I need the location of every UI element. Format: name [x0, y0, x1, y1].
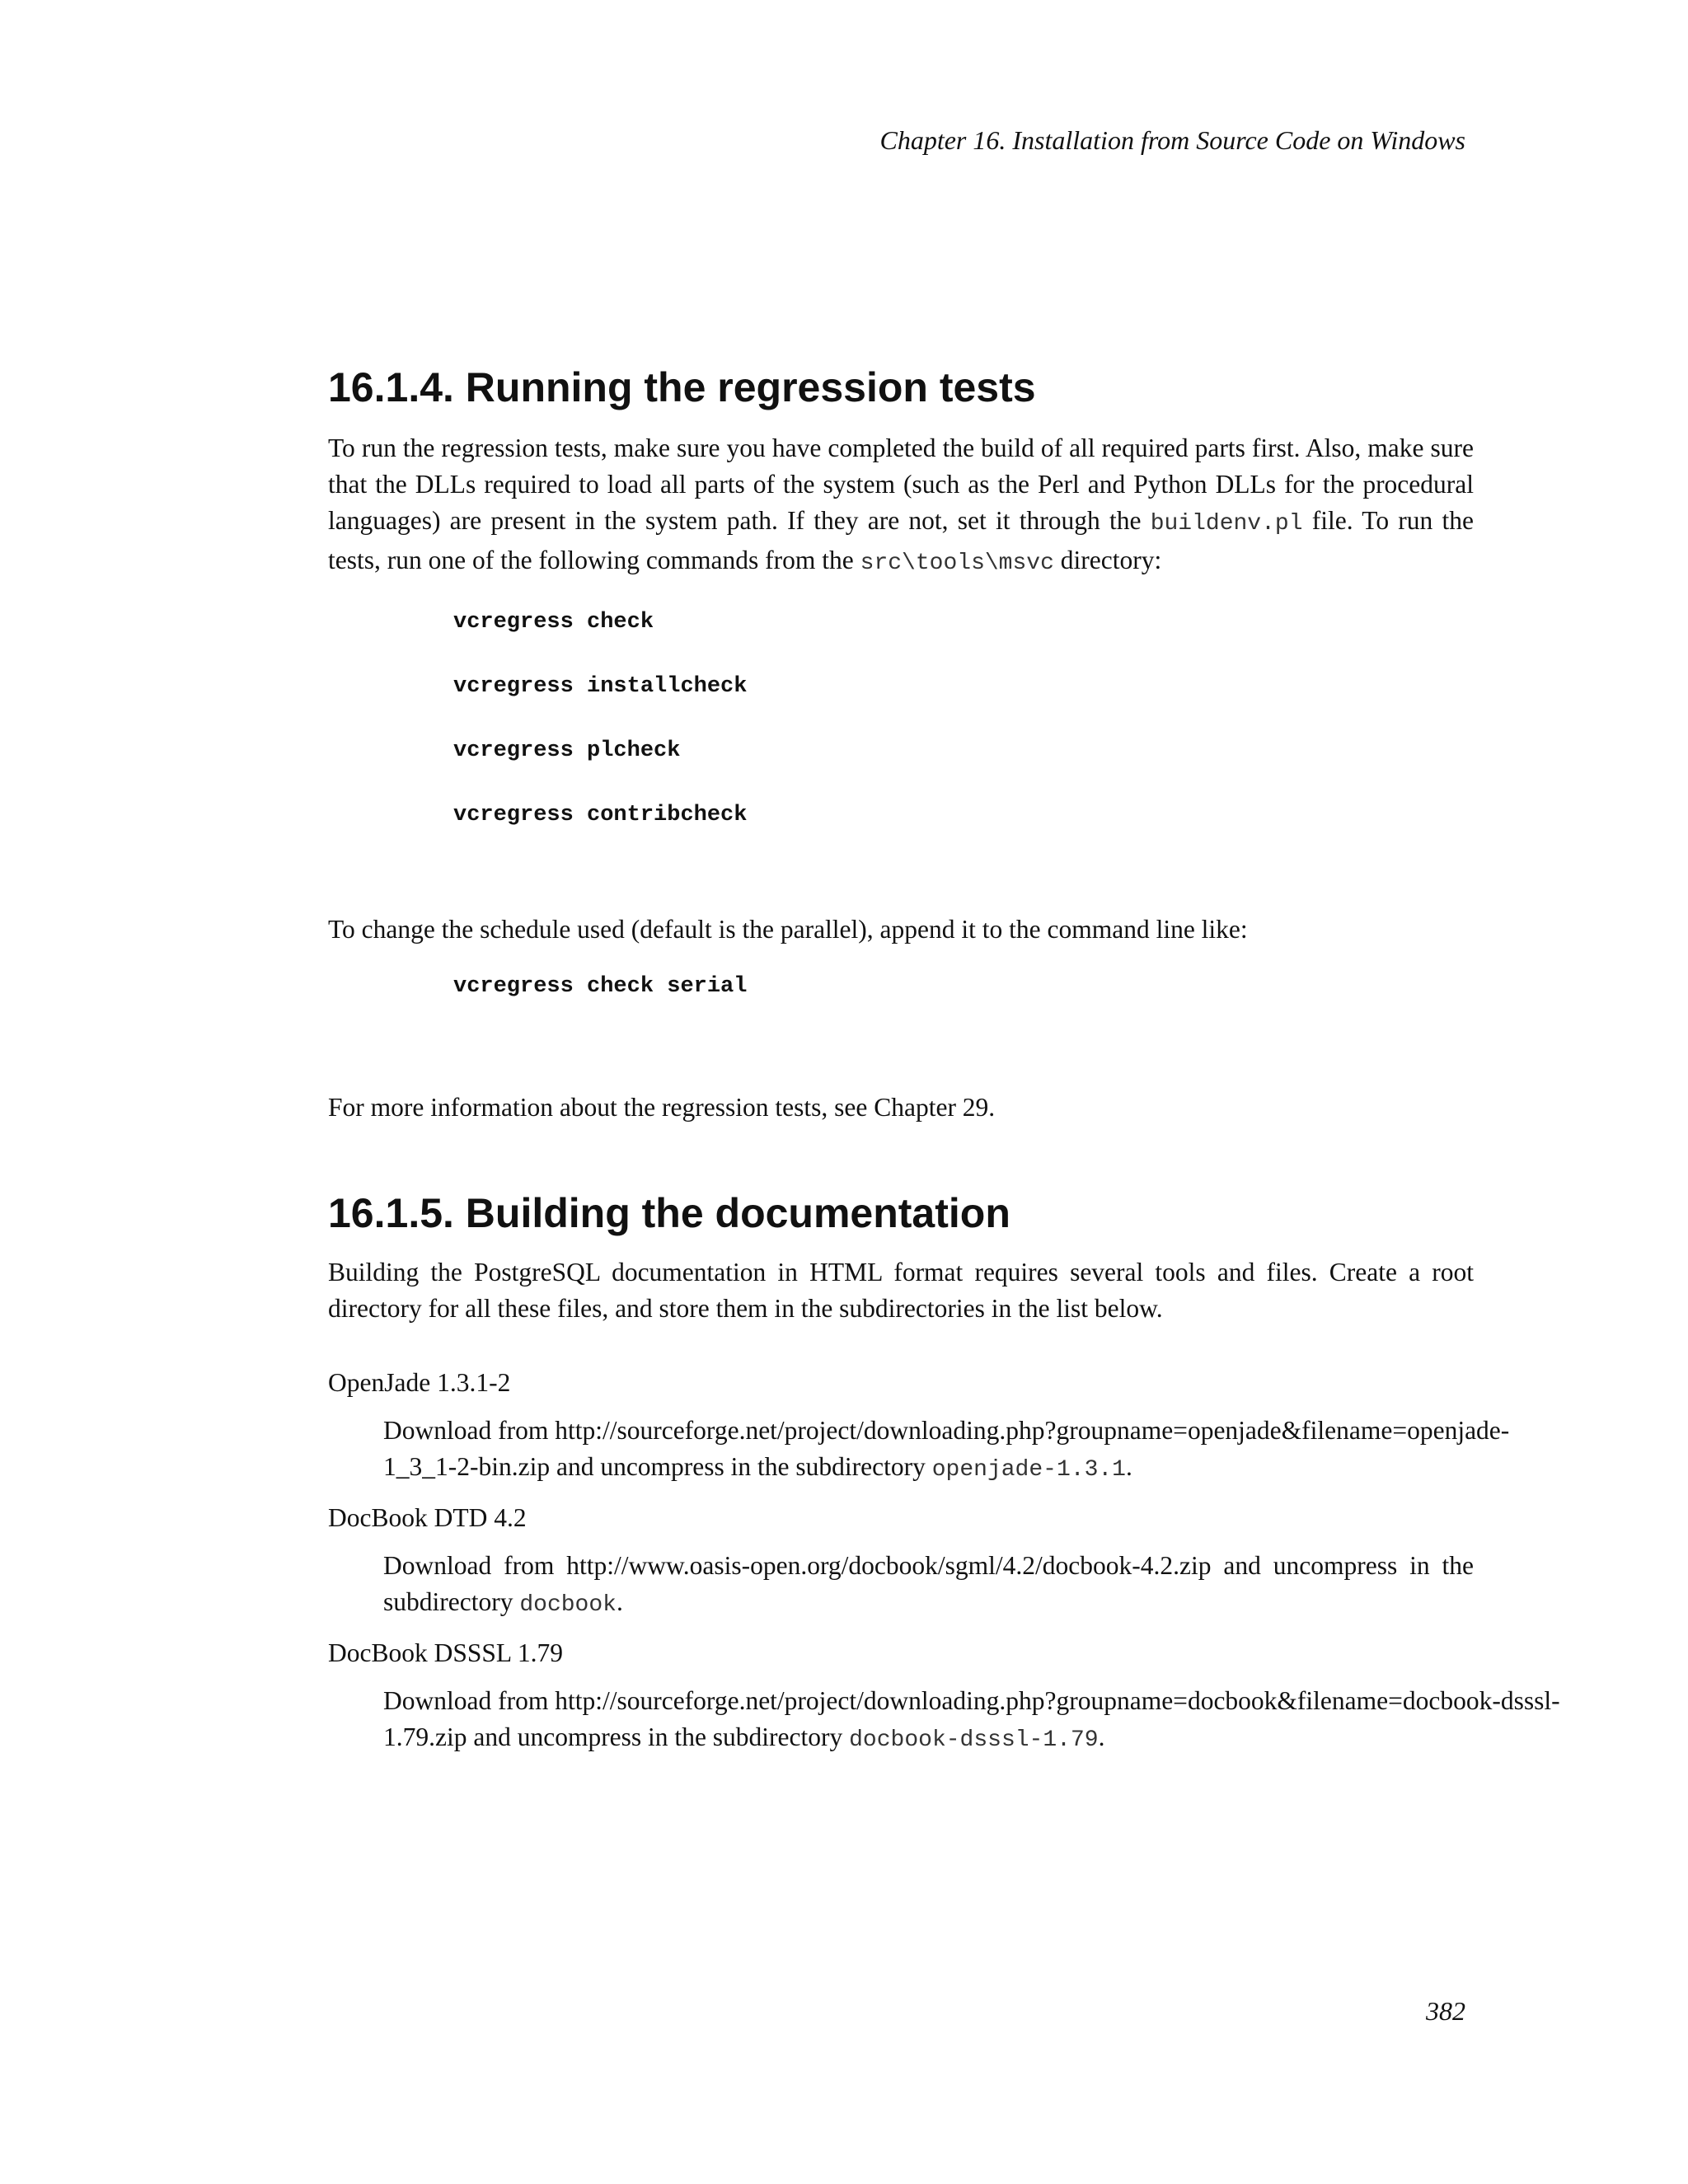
- section-heading-docs: 16.1.5. Building the documentation: [328, 1190, 1010, 1236]
- page-number: 382: [1426, 1996, 1465, 2026]
- list-item-term: DocBook DSSSL 1.79: [328, 1638, 563, 1667]
- running-header: Chapter 16. Installation from Source Code on Windows: [879, 125, 1465, 155]
- inline-code-dir: docbook: [519, 1592, 617, 1618]
- desc-text-end: .: [1125, 1452, 1132, 1481]
- schedule-command: vcregress check serial: [453, 974, 748, 999]
- inline-code-msvc-dir: src\tools\msvc: [860, 551, 1054, 576]
- list-item-description: [383, 1683, 1562, 1759]
- desc-text-end: .: [616, 1587, 623, 1616]
- docs-intro-paragraph: Building the PostgreSQL documentation in HTML format requires several tools and files. Create a root directory for all these files, and store them in the subdirectories in the list below.: [328, 1258, 1474, 1323]
- command-line: vcregress plcheck: [453, 738, 681, 763]
- regression-intro-paragraph: [328, 430, 1474, 582]
- command-list: [328, 608, 1474, 829]
- page-content: [328, 363, 1560, 1759]
- desc-text: Download from http://sourceforge.net/project/downloading.php?groupname=openjade&filename=openjade-1_3_1-2-bin.zip and uncompress in the subdirectory: [383, 1416, 1510, 1481]
- desc-text: Download from http://www.oasis-open.org/docbook/sgml/4.2/docbook-4.2.zip and uncompress in the subdirectory: [383, 1551, 1474, 1616]
- list-item: [328, 1635, 1560, 1759]
- intro-text-1: To run the regression tests, make sure you have completed the build of all required parts first. Also, make sure that the DLLs required to load all parts of the system (such as the Perl and Python DLLs for the procedural languages) are present in the system path. If they are not, set it through the: [328, 434, 1474, 535]
- desc-text-end: .: [1098, 1722, 1105, 1751]
- list-item-description: [383, 1548, 1474, 1624]
- list-item-term: OpenJade 1.3.1-2: [328, 1368, 511, 1397]
- list-item-description: [383, 1413, 1562, 1488]
- schedule-paragraph: To change the schedule used (default is the parallel), append it to the command line like:: [328, 915, 1248, 944]
- more-info-paragraph: For more information about the regression tests, see Chapter 29.: [328, 1093, 996, 1122]
- section-regression-tests: [328, 363, 1474, 1126]
- command-line: vcregress check: [453, 610, 654, 635]
- list-item: [328, 1365, 1510, 1488]
- section-heading-regression: 16.1.4. Running the regression tests: [328, 364, 1036, 410]
- command-line: vcregress installcheck: [453, 674, 748, 699]
- list-item-term: DocBook DTD 4.2: [328, 1503, 527, 1532]
- intro-text-2: file. To run the tests, run one of the following commands from the: [328, 506, 1475, 574]
- list-item: [328, 1500, 1474, 1624]
- inline-code-dir: docbook-dsssl-1.79: [849, 1727, 1099, 1753]
- command-line: vcregress contribcheck: [453, 803, 748, 827]
- inline-code-buildenv: buildenv.pl: [1150, 511, 1303, 537]
- section-building-docs: [328, 1188, 1560, 1759]
- tool-list: [328, 1365, 1560, 1759]
- inline-code-dir: openjade-1.3.1: [931, 1457, 1126, 1483]
- intro-text-3: directory:: [1053, 546, 1162, 574]
- desc-text: Download from http://sourceforge.net/project/downloading.php?groupname=docbook&filename=docbook-dsssl-1.79.zip and uncompress in the subdirectory: [383, 1686, 1560, 1751]
